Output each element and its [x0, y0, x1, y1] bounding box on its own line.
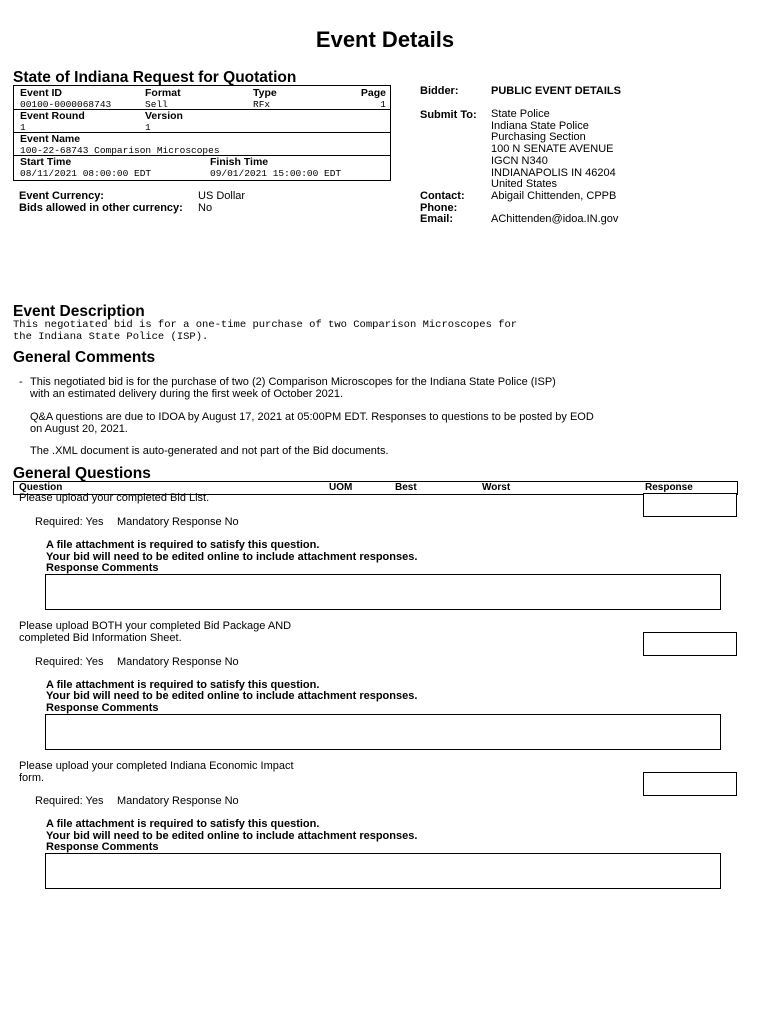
event-round-value: 1: [20, 122, 26, 133]
event-name-label: Event Name: [20, 133, 81, 145]
page-value: 1: [380, 99, 386, 110]
phone-label: Phone:: [420, 202, 458, 214]
mandatory-text: Mandatory Response No: [117, 795, 239, 807]
event-id-value: 00100-0000068743: [20, 99, 112, 110]
col-question: Question: [19, 482, 63, 493]
address-line: IGCN N340: [491, 154, 548, 167]
start-time-value: 08/11/2021 08:00:00 EDT: [20, 168, 152, 179]
comment-line: The .XML document is auto-generated and not part of the Bid documents.: [30, 445, 389, 457]
attachment-notice: A file attachment is required to satisfy this question.: [46, 818, 320, 830]
address-line: United States: [491, 178, 558, 191]
comment-line: Q&A questions are due to IDOA by August 17, 2021 at 05:00PM EDT. Responses to questions to be posted by EOD: [30, 411, 594, 423]
contact-label: Contact:: [420, 190, 465, 202]
address-line: INDIANAPOLIS IN 46204: [491, 166, 616, 179]
version-label: Version: [145, 110, 183, 122]
required-text: Required: Yes: [35, 795, 104, 807]
address-line: 100 N SENATE AVENUE: [491, 143, 614, 156]
email-label: Email:: [420, 213, 454, 225]
address-line: State Police: [491, 108, 550, 120]
address-line: Purchasing Section: [491, 131, 586, 144]
event-id-label: Event ID: [20, 87, 63, 99]
response-comments-box[interactable]: [45, 714, 721, 750]
page-title: Event Details: [315, 27, 455, 52]
type-value: RFx: [253, 99, 271, 110]
comment-line: This negotiated bid is for the purchase of two (2) Comparison Microscopes for the Indiana State Police (ISP): [30, 376, 556, 388]
bidder-value: PUBLIC EVENT DETAILS: [491, 85, 621, 97]
response-input[interactable]: [643, 632, 737, 656]
rfq-heading: State of Indiana Request for Quotation: [13, 69, 297, 86]
question-text: Please upload your completed Indiana Economic Impact: [19, 760, 294, 772]
response-input[interactable]: [643, 772, 737, 796]
question-text: Please upload BOTH your completed Bid Package AND: [19, 620, 292, 632]
comment-line: with an estimated delivery during the first week of October 2021.: [30, 388, 344, 400]
response-comments-box[interactable]: [45, 853, 721, 889]
email-value: AChittenden@idoa.IN.gov: [491, 213, 619, 225]
submit-to-address: [491, 109, 616, 191]
event-info-box: [13, 85, 391, 181]
page-label: Page: [360, 87, 386, 99]
response-comments-label: Response Comments: [46, 562, 159, 574]
address-line: Indiana State Police: [491, 119, 589, 132]
event-description-line: the Indiana State Police (ISP).: [13, 331, 209, 343]
col-worst: Worst: [482, 482, 511, 493]
col-best: Best: [395, 482, 417, 493]
required-text: Required: Yes: [35, 656, 104, 668]
attachment-notice: Your bid will need to be edited online to include attachment responses.: [46, 830, 418, 842]
event-round-label: Event Round: [20, 110, 85, 122]
question-text: Please upload your completed Bid List.: [19, 492, 210, 504]
required-text: Required: Yes: [35, 516, 104, 528]
submit-to-label: Submit To:: [420, 109, 477, 121]
event-description-line: This negotiated bid is for a one-time purchase of two Comparison Microscopes for: [13, 319, 518, 331]
bidder-label: Bidder:: [420, 85, 459, 97]
format-value: Sell: [145, 99, 168, 110]
response-input[interactable]: [643, 493, 737, 517]
event-description-heading: Event Description: [13, 303, 145, 320]
attachment-notice: Your bid will need to be edited online to include attachment responses.: [46, 551, 418, 563]
mandatory-text: Mandatory Response No: [117, 516, 239, 528]
attachment-notice: A file attachment is required to satisfy this question.: [46, 539, 320, 551]
mandatory-text: Mandatory Response No: [117, 656, 239, 668]
response-comments-box[interactable]: [45, 574, 721, 610]
general-comments-heading: General Comments: [13, 349, 156, 366]
type-label: Type: [253, 87, 277, 99]
finish-time-value: 09/01/2021 15:00:00 EDT: [210, 168, 342, 179]
event-name-value: 100-22-68743 Comparison Microscopes: [20, 145, 220, 156]
attachment-notice: Your bid will need to be edited online to include attachment responses.: [46, 690, 418, 702]
start-time-label: Start Time: [20, 156, 72, 168]
currency-value: US Dollar: [198, 190, 246, 202]
other-currency-label: Bids allowed in other currency:: [19, 202, 183, 214]
response-comments-label: Response Comments: [46, 841, 159, 853]
response-comments-label: Response Comments: [46, 702, 159, 714]
bullet-dash: -: [19, 376, 23, 388]
other-currency-value: No: [198, 202, 213, 214]
question-text: form.: [19, 772, 45, 784]
contact-value: Abigail Chittenden, CPPB: [491, 190, 617, 202]
col-uom: UOM: [329, 482, 353, 493]
format-label: Format: [145, 87, 181, 99]
currency-label: Event Currency:: [19, 190, 104, 202]
version-value: 1: [145, 122, 151, 133]
attachment-notice: A file attachment is required to satisfy this question.: [46, 679, 320, 691]
question-text: completed Bid Information Sheet.: [19, 632, 182, 644]
col-response: Response: [645, 482, 693, 493]
comment-line: on August 20, 2021.: [30, 423, 128, 435]
general-questions-heading: General Questions: [13, 465, 151, 482]
finish-time-label: Finish Time: [210, 156, 269, 168]
